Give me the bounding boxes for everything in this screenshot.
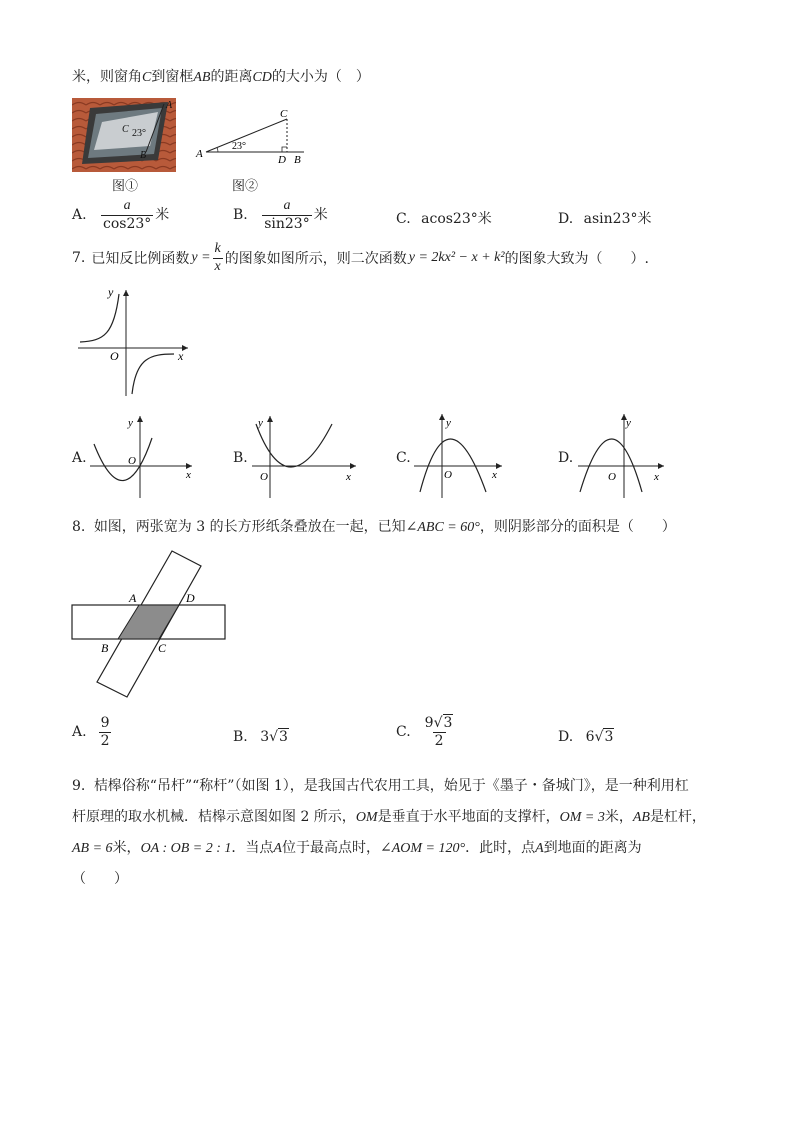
sqrt-icon: √ [433,715,443,731]
q7-option-a-graph[interactable] [88,410,200,502]
q9-ratio: OA : OB = 2 : 1 [140,841,232,856]
axis-origin-label: O [608,471,616,483]
option-label: D. [558,211,574,227]
q9-text: 杆原理的取水机械．桔槔示意图如图 2 所示， [72,809,356,825]
q7-text: 的图象大致为（ ）. [504,251,650,268]
q7-option-c-label[interactable]: C. [396,450,411,466]
q6-fig2-label-a: A [196,148,203,160]
q8-option-d[interactable] [558,729,614,745]
axis-y-label: y [128,417,133,429]
q9-text: 是杠杆， [649,809,706,825]
option-text: acos23° [421,211,478,227]
sqrt-icon: √ [594,729,604,745]
q9-text: 米， [604,809,633,825]
fraction-denominator: sin23° [264,215,310,232]
q9-ab-eq: AB = 6 [72,841,113,856]
option-coefficient: 3 [260,729,270,745]
q9-text: 到地面的距离为 [543,840,642,856]
fraction-denominator: 2 [434,732,444,749]
q7-stem [72,242,649,274]
fraction-numerator: a [283,198,291,213]
option-coefficient: 6 [585,729,595,745]
q8-angle: ∠ABC = 60° [405,520,480,535]
option-label: B. [233,729,248,745]
q6-option-a[interactable] [72,199,169,231]
q6-text: 的大小为（ ） [271,69,370,85]
option-unit: 米 [155,207,170,224]
option-text: asin23° [583,211,638,227]
q6-fig2-label-d: D [278,154,286,166]
q9-line-2 [72,806,706,826]
axis-x-label: x [186,469,191,481]
option-fraction [101,199,153,231]
q9-var-om: OM [355,810,378,825]
option-fraction [262,199,312,231]
option-label: C. [396,211,411,227]
option-label: B. [233,207,248,224]
question-number: 7. [72,250,86,267]
q6-fig2-label-b: B [294,154,301,166]
q8-option-c[interactable] [396,716,457,748]
axis-y-label: y [626,417,631,429]
q6-fig2-caption: 图② [232,179,259,194]
q7-eq1-lhs: y = [191,250,211,266]
axis-x-label: x [346,471,351,483]
fraction-numerator: a [123,198,131,213]
axis-origin-label: O [128,455,136,467]
fraction-denominator: cos23° [103,215,152,232]
sqrt-icon: √ [269,729,279,745]
question-number: 9. [72,778,86,794]
option-label: C. [396,724,411,741]
q7-option-d-label[interactable]: D. [558,450,574,466]
q9-text: 桔槔俗称“吊杆”“称杆”（如图 1），是我国古代农用工具，始见于《墨子・备城门》，是一种利用杠 [93,778,689,794]
q9-line-3 [72,837,642,857]
option-radicand: 3 [604,729,614,745]
option-unit: 米 [637,211,652,227]
q6-option-c[interactable] [396,208,492,228]
q6-var-ab: AB [193,70,211,85]
q8-stem [72,516,676,536]
q8-option-a[interactable] [72,716,113,748]
q6-photo-label-c: C [122,124,129,135]
axis-y-label: y [258,417,263,429]
axis-origin-label: O [110,349,119,363]
q9-om-eq: OM = 3 [559,810,605,825]
fraction-numerator-coefficient: 9 [424,715,434,731]
q6-text: 米，则窗角 [72,69,142,85]
option-radicand: 3 [279,729,288,745]
q6-text: 的距离 [210,69,253,85]
q8-label-d: D [186,591,195,605]
q9-text: ．当点 [231,840,274,856]
q6-photo-angle: 23° [132,128,146,139]
q9-angle: ∠AOM = 120° [379,841,466,856]
q6-var-cd: CD [252,70,272,85]
option-label: D. [558,729,574,745]
q6-photo-label-b: B [140,150,147,161]
q7-text: 的图象如图所示，则二次函数 [224,251,407,268]
q6-option-d[interactable] [558,208,651,228]
q7-hyperbola-graph [74,284,194,398]
axis-x-label: x [178,349,184,363]
q9-text: 米， [112,840,141,856]
q6-text: 到窗框 [151,69,194,85]
q6-fig1-caption: 图① [112,179,139,194]
option-label: A. [72,207,87,224]
axis-x-label: x [654,471,659,483]
q7-text: 已知反比例函数 [91,251,190,268]
q6-stem [72,66,370,86]
axis-y-label: y [446,417,451,429]
fraction-denominator: 2 [100,732,110,749]
option-label: A. [72,724,87,741]
q6-fig2-label-c: C [280,108,288,120]
axis-origin-label: O [444,469,452,481]
q7-option-a-label[interactable]: A. [72,450,87,466]
axis-x-label: x [492,469,497,481]
q6-figure1-photo [72,98,176,172]
q9-line-1 [72,775,689,795]
q9-text: ．此时，点 [465,840,536,856]
q7-option-c-graph[interactable] [412,410,512,502]
q6-fig2-angle: 23° [232,141,246,152]
option-unit: 米 [313,207,328,224]
q8-text: 如图，两张宽为 3 的长方形纸条叠放在一起，已知 [93,519,406,535]
q6-figure2-triangle [192,102,312,166]
option-fraction [99,716,112,748]
q9-answer-bracket: （ ） [72,871,128,887]
q6-var-c: C [142,70,152,85]
q7-option-b-label[interactable]: B. [233,450,248,466]
option-fraction [423,716,456,748]
q7-option-b-graph[interactable] [250,410,362,502]
fraction-denominator: x [214,258,221,274]
fraction-numerator: 9 [100,715,110,731]
q8-label-b: B [101,641,109,655]
q8-label-c: C [158,641,167,655]
fraction-numerator: k [214,241,221,256]
q6-photo-label-a: A [166,100,173,111]
q8-text: ，则阴影部分的面积是（ ） [479,519,676,535]
q8-label-a: A [129,591,137,605]
q9-text: 是垂直于水平地面的支撑杆， [377,809,560,825]
axis-y-label: y [108,285,114,299]
q7-eq2: y = 2kx² − x + k² [408,250,505,266]
q7-eq1-fraction [213,242,223,274]
axis-origin-label: O [260,471,268,483]
q9-var-ab: AB [632,810,650,825]
question-number: 8. [72,519,86,535]
q8-strips-figure [68,548,233,700]
q7-option-d-graph[interactable] [576,410,676,502]
fraction-numerator-radicand: 3 [443,715,453,731]
q9-text: 位于最高点时， [281,840,380,856]
q9-var-a: A [273,841,282,856]
q6-option-b[interactable] [233,199,328,231]
q8-option-b[interactable] [233,729,289,745]
q9-var-a: A [535,841,544,856]
option-unit: 米 [477,211,492,227]
